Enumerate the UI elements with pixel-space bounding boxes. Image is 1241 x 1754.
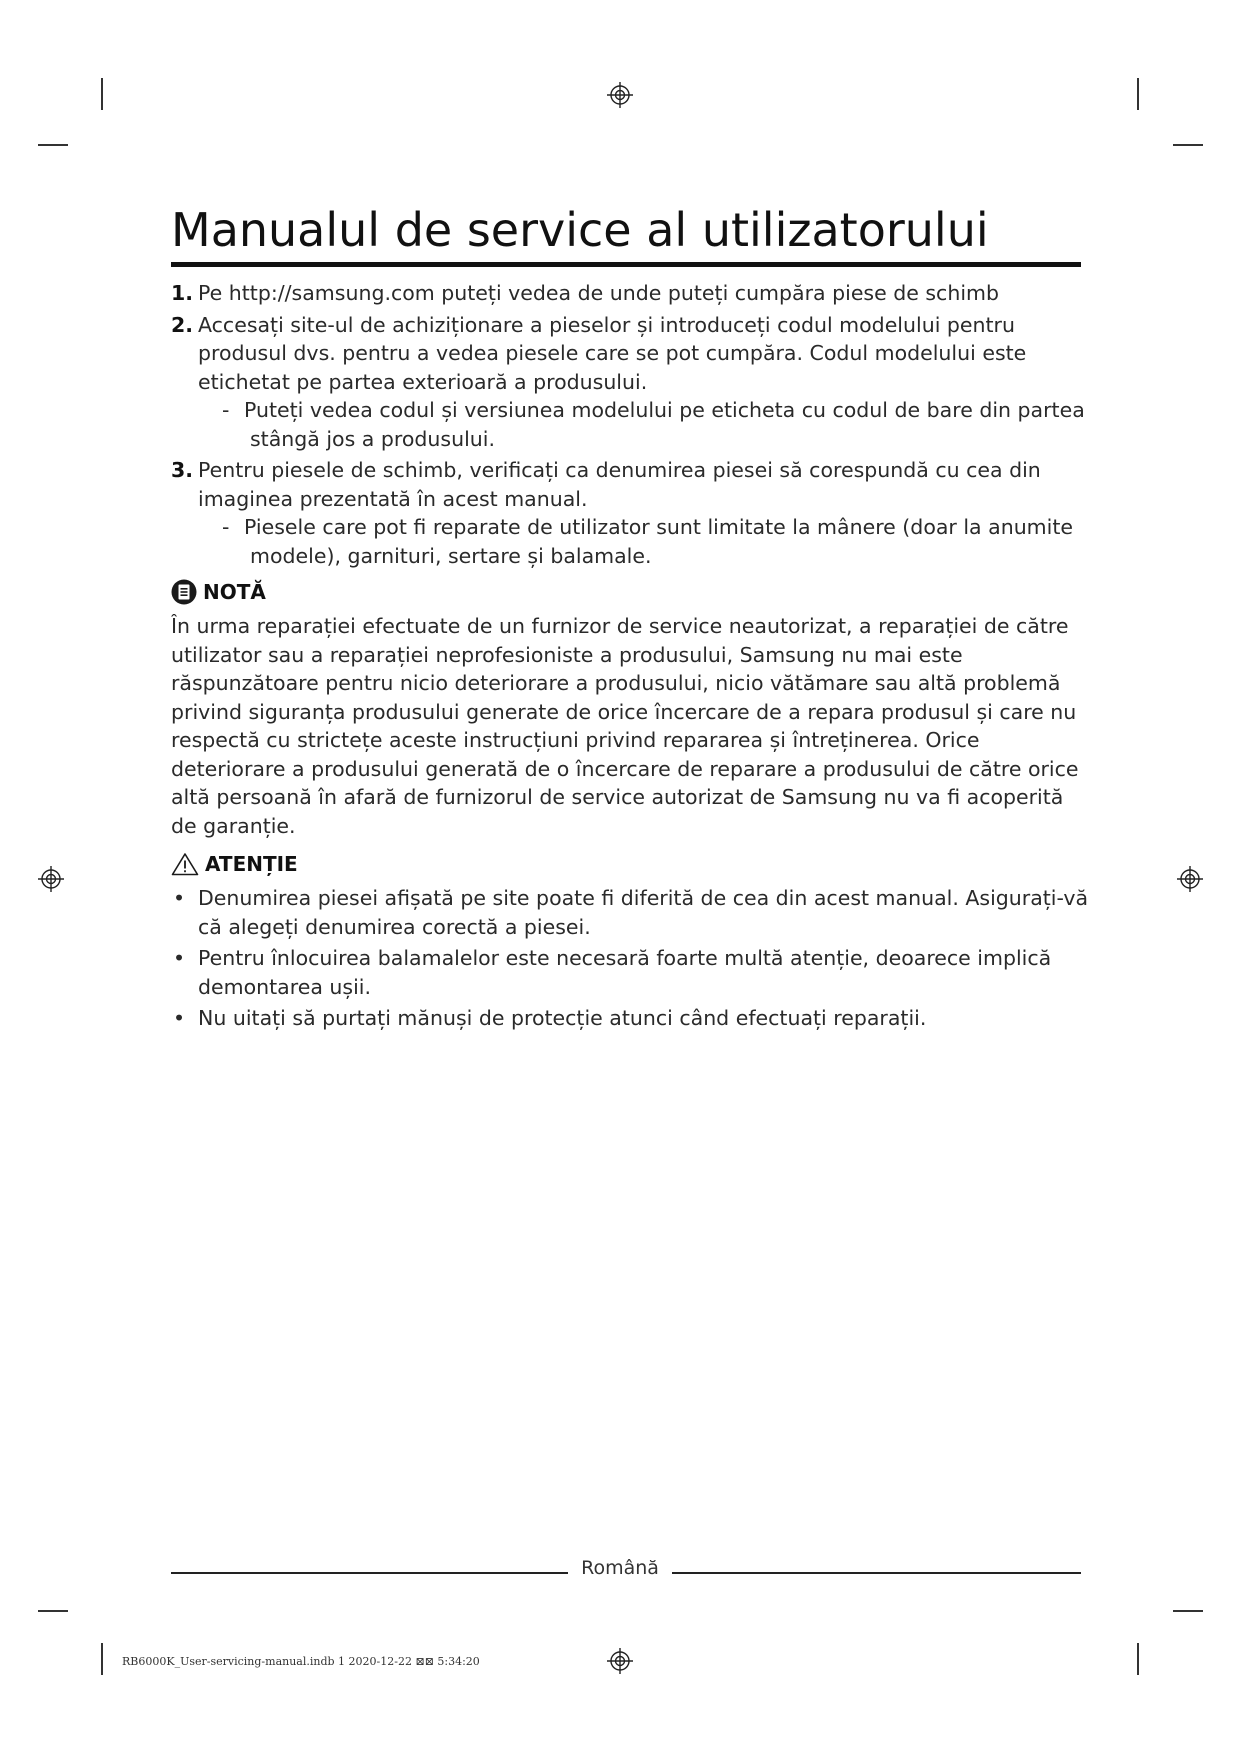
steps-list — [171, 279, 1091, 570]
step-number: 3. — [171, 458, 194, 482]
caution-item — [171, 1004, 1091, 1033]
footer-language: Română — [581, 1557, 659, 1579]
step-subnote — [198, 513, 1091, 570]
registration-mark-icon — [607, 1648, 633, 1674]
bullet-marker: • — [173, 886, 186, 910]
footer-rule-left — [171, 1572, 568, 1574]
subnote-text: Puteți vedea codul și versiunea modelului pe eticheta cu codul de bare din partea stângă jos a produsului. — [244, 398, 1085, 451]
dash-marker: - — [222, 515, 230, 539]
note-icon — [171, 579, 197, 605]
caution-label: ATENȚIE — [205, 851, 298, 876]
step-number: 1. — [171, 281, 194, 305]
caution-item — [171, 944, 1091, 1001]
crop-mark — [1173, 1610, 1203, 1612]
crop-mark — [1137, 78, 1139, 110]
main-content — [171, 279, 1091, 1036]
note-heading — [171, 576, 1091, 608]
print-file-info: RB6000K_User-servicing-manual.indb 1 2020-12-22 ⊠⊠ 5:34:20 — [122, 1655, 480, 1668]
crop-mark — [101, 1643, 103, 1675]
step-item — [171, 456, 1091, 570]
caution-text: Pentru înlocuirea balamalelor este necesară foarte multă atenție, deoarece implică demontarea ușii. — [198, 946, 1052, 999]
crop-mark — [1137, 1643, 1139, 1675]
caution-text: Nu uitați să purtați mănuși de protecție atunci când efectuați reparații. — [198, 1006, 927, 1030]
caution-item — [171, 884, 1091, 941]
crop-mark — [38, 1610, 68, 1612]
bullet-marker: • — [173, 1006, 186, 1030]
crop-mark — [1173, 144, 1203, 146]
caution-text: Denumirea piesei afișată pe site poate fi diferită de cea din acest manual. Asigurați-vă că alegeți denumirea corectă a piesei. — [198, 886, 1089, 939]
step-subnote — [198, 396, 1091, 453]
registration-mark-icon — [607, 82, 633, 108]
caution-heading — [171, 848, 1091, 880]
caution-list — [171, 884, 1091, 1033]
step-text: Pe http://samsung.com puteți vedea de unde puteți cumpăra piese de schimb — [198, 281, 1000, 305]
step-item — [171, 311, 1091, 454]
page-title: Manualul de service al utilizatorului — [171, 203, 989, 257]
step-text: Pentru piesele de schimb, verificați ca denumirea piesei să corespundă cu cea din imaginea prezentată în acest manual. — [198, 458, 1041, 511]
subnote-text: Piesele care pot fi reparate de utilizator sunt limitate la mânere (doar la anumite modele), garnituri, sertare și balamale. — [244, 515, 1073, 568]
registration-mark-icon — [1177, 866, 1203, 892]
crop-mark — [38, 144, 68, 146]
footer-rule-right — [672, 1572, 1081, 1574]
registration-mark-icon — [38, 866, 64, 892]
note-label: NOTĂ — [203, 579, 266, 604]
step-text: Accesați site-ul de achiziționare a pieselor și introduceți codul modelului pentru produsul dvs. pentru a vedea piesele care se pot cumpăra. Codul modelului este etichetat pe partea exterioară a produsului. — [198, 312, 1027, 394]
bullet-marker: • — [173, 946, 186, 970]
crop-mark — [101, 78, 103, 110]
step-number: 2. — [171, 312, 194, 337]
warning-triangle-icon — [171, 852, 199, 876]
dash-marker: - — [222, 398, 230, 422]
note-text: În urma reparației efectuate de un furnizor de service neautorizat, a reparației de către utilizator sau a reparației neprofesioniste a produsului, Samsung nu mai este răspunzătoare pentru nicio deteriorare a produsului, nicio vătămare sau altă problemă privind siguranța produsului generate de orice încercare de a repara produsul și care nu respectă cu strictețe aceste instrucțiuni privind repararea și întreținerea. Orice deteriorare a produsului generată de o încercare de reparare a produsului de către orice altă persoană în afară de furnizorul de service autorizat de Samsung nu va fi acoperită de garanție. — [171, 614, 1079, 838]
title-underline — [171, 262, 1081, 267]
step-item — [171, 279, 1091, 308]
